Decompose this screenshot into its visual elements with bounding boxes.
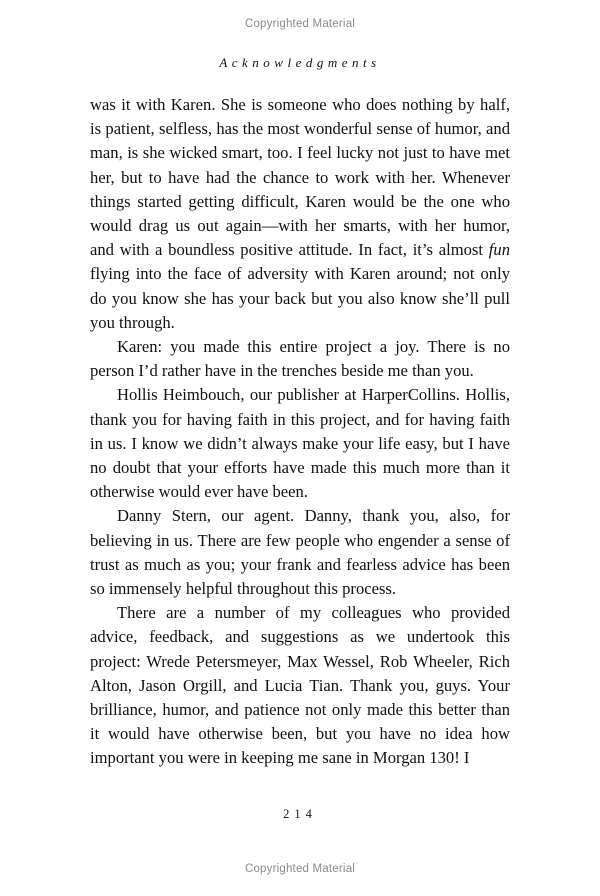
- body-text: [90, 93, 510, 771]
- chapter-heading: Acknowledgments: [219, 55, 381, 70]
- text-segment: Danny Stern, our agent. Danny, thank you, also, for believing in us. There are few people who engender a sense of trust as much as you; your frank and fearless advice has been so immensely helpful throughout this process.: [90, 506, 510, 599]
- page-number: 214: [283, 807, 317, 821]
- paragraph: [90, 93, 510, 335]
- text-segment: There are a number of my colleagues who provided advice, feedback, and suggestions as we undertook this project: Wrede Petersmeyer, Max Wessel, Rob Wheeler, Rich Alton, Jason Orgill, and Lucia Tian. Thank you, guys. Your brilliance, humor, and patience not only made this better than it would have otherwise been, but you have no idea how important you were in keeping me sane in Morgan 130! I: [90, 603, 510, 768]
- text-segment: Karen: you made this entire project a joy. There is no person I’d rather have in the trenches beside me than you.: [90, 337, 510, 381]
- paragraph: [90, 383, 510, 504]
- copyright-notice-bottom: Copyrighted Material: [244, 863, 356, 875]
- paragraph: [90, 335, 510, 383]
- copyright-notice-top: Copyrighted Material: [244, 18, 356, 30]
- text-segment: Hollis Heimbouch, our publisher at HarperCollins. Hollis, thank you for having faith in this project, and for having faith in us. I know we didn’t always make your life easy, but I have no doubt that your efforts have made this much more than it otherwise would ever have been.: [90, 385, 510, 502]
- text-segment: was it with Karen. She is someone who does nothing by half, is patient, selfless, has the most wonderful sense of humor, and man, is she wicked smart, too. I feel lucky not just to have met her, but to have had the chance to work with her. Whenever things started getting difficult, Karen would be the one who would drag us out again—with her smarts, with her humor, and with a boundless positive attitude. In fact, it’s almost: [90, 95, 510, 260]
- paragraph: [90, 601, 510, 770]
- italic-text: fun: [488, 240, 510, 260]
- paragraph: [90, 504, 510, 601]
- text-segment: flying into the face of adversity with Karen around; not only do you know she has your back but you also know she’ll pull you through.: [90, 264, 510, 332]
